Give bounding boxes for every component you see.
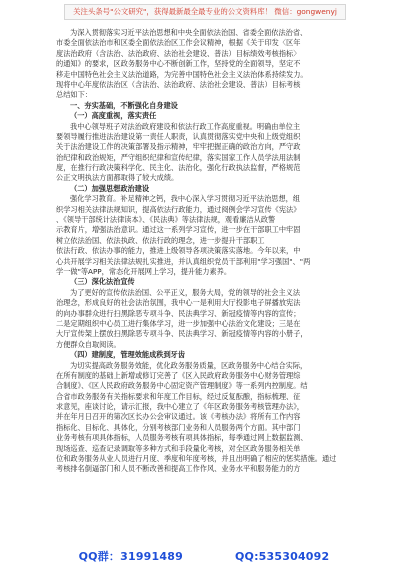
paragraph-line: 在所有制度的基础上新增或修订完善了《区入民政府政务服务中心财务管理综 — [56, 370, 301, 380]
paragraph-line: 的向办事群众进行扫黑除恶专项斗争、民法典学习、新冠疫情等内容的宣传； — [56, 308, 301, 318]
paragraph-line: 合省市政务服务有关指标要求和年度工作目标，经过反复酝酿，指标梳理、征 — [56, 391, 301, 401]
paragraph-line: 为切实提高政务服务效能，优化政务服务质量，区政务服务中心结合实际， — [70, 360, 308, 370]
paragraph-line: 考核排名倒逼部门和人员不断改善和提高工作作风、业务水平和服务能力的方 — [56, 464, 301, 474]
paragraph-line: 学一做"等APP，常态化开展网上学习，提升能力素养。 — [56, 266, 232, 276]
paragraph-line: 度，在推行行政决策科学化、民主化、法治化，强化行政执法监督，严格规范 — [56, 163, 301, 173]
section-heading: （四）建制度，管理效能成秩到牙齿 — [70, 350, 186, 360]
paragraph-line: 市委全面依法治市和区委全面依法治区工作会议精神，根据《关于印发〈区年 — [56, 38, 301, 48]
paragraph-line: 的通知》的要求，区政务服务中心不断创新工作，坚持党的全面领导，坚定不 — [56, 59, 301, 69]
section-heading: （二）加强思想政治建设 — [70, 183, 150, 193]
footer-qq-group: QQ群：31991489 — [78, 550, 183, 563]
paragraph-line: 织学习相关法律法规知识，提高依法行政能力，通过阅例会学习宣传《宪法》 — [56, 204, 301, 214]
footer-qq: QQ:535304092 — [234, 550, 330, 563]
paragraph-line: 为了更好的宣传依法治国、公平正义，服务大局，党的领导的社会主义法 — [70, 287, 301, 297]
paragraph-line: 大厅宣传架上摆放扫黑除恶专项斗争、民法典学习、新冠疫情等内容的小册子， — [56, 329, 308, 339]
paragraph-line: 强化学习教育。补足精神之钙，我中心深入学习贯彻习近平法治思想，组 — [70, 194, 301, 204]
paragraph-line: 业务考核有项具体指标，人员服务考核有项具体指标，每季通过网上数据监测、 — [56, 433, 308, 443]
section-heading: 一、夯实基础，不断强化自身建设 — [70, 100, 178, 110]
paragraph-line: 为深入贯彻落实习近平法治思想和中央全面依法治国、省委全面依法治省、 — [70, 28, 308, 37]
paragraph-line: 示教育片，增强法治意识。通过这一系列学习宣传，进一步在干部职工中牢固 — [56, 225, 301, 235]
paragraph-line: 依法行政、依法办事的能力，推进上级领导各项决策落实落地。今年以来，中 — [56, 246, 301, 256]
paragraph-line: 方便群众自取阅读。 — [56, 339, 121, 349]
paragraph-line: 要领导履行推进法治建设第一责任人职责，认真贯彻落实党中央和上级党组织 — [56, 131, 301, 141]
paragraph-line: 位和政务服务从业人员进行月度、季度和年度考核，并且出明确了相应的惩奖措施。通过 — [56, 454, 337, 464]
paragraph-line: 现场巡查、巡查记录调取等多种方式和手段量化考核，对全区政务服务相关单 — [56, 443, 301, 453]
paragraph-line: 并在年月日召开的第次区长办公会审议通过。该《考核办法》将所有工作内容 — [56, 412, 301, 422]
paragraph-line: 指标化、目标化、具体化，分别考核部门业务和人员服务两个方面。其中部门 — [56, 422, 301, 432]
section-heading: （三）深化法治宣传 — [70, 277, 135, 287]
paragraph-line: 总结如下： — [56, 90, 92, 100]
paragraph-line: 度法治政府（含法治、法治政府、法治社会建设、普法）目标绩效考核指标〉 — [56, 48, 301, 58]
paragraph-line: 移走中国特色社会主义法治道路，为完善中国特色社会主义法治体系持续发力。 — [56, 69, 308, 79]
paragraph-line: 、《领导干部统计法律读本》、《民法典》等法律法规，观看廉洁从政警 — [56, 215, 276, 225]
paragraph-line: 求意见，座谈讨论，请示汇报，我中心建立了《年区政务服务考核管理办法》， — [56, 402, 304, 412]
paragraph-line: 合制度》、《区人民政府政务服务中心固定资产管理制度》等一系列内控制度。结 — [56, 381, 308, 391]
paragraph-line: 树立依法治国、依法执政、依法行政的理念，进一步提升干部职工 — [56, 235, 265, 245]
paragraph-line: 现将中心年度依法治区（含法治、法治政府、法治社会建设、普法）目标考核 — [56, 79, 301, 89]
footer-contact — [0, 548, 408, 564]
paragraph-line: 治纪律和政治规矩，严守组织纪律和宣传纪律，落实国家工作人员学法用法制 — [56, 152, 301, 162]
document-body — [56, 28, 356, 475]
paragraph-line: 心共开展学习相关法律法规扎实推进，并认真组织党员干部利用"学习强国"、"两 — [56, 256, 311, 266]
paragraph-line: 二是定期组织中心员工进行集体学习，进一步加强中心法治文化建设；三是在 — [56, 318, 301, 328]
paragraph-line: 关于法治建设工作的决策部署及指示精神，牢牢把握正确的政治方向，严守政 — [56, 142, 301, 152]
paragraph-line: 我中心领导班子对法治政府建设和依法行政工作高度重视。明确由单位主 — [70, 121, 301, 131]
paragraph-line: 公正文明执法方面都取得了较大成绩。 — [56, 173, 179, 183]
paragraph-line: 治理念，形成良好的社会法治氛围，我中心一是利用大厅投影电子屏播放宪法 — [56, 298, 301, 308]
section-heading: （一）高度重视，落实责任 — [70, 111, 157, 121]
header-banner: 关注头条号"公文研究"，获得最新最全最专业的公文资料库！ 微信：gongwenyj — [64, 4, 346, 20]
